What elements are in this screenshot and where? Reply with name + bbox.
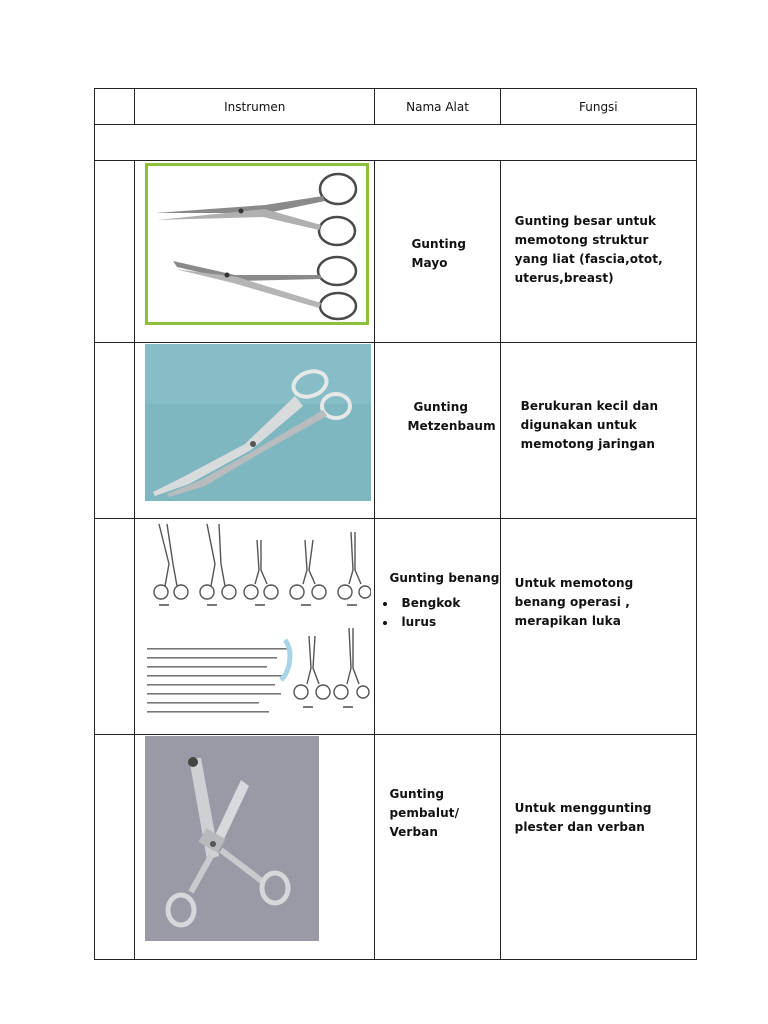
instrument-function-cell <box>500 519 696 735</box>
row-number-cell <box>95 161 135 343</box>
instrument-image-cell <box>135 735 375 960</box>
instrument-image-cell <box>135 343 375 519</box>
instrument-options-list <box>375 594 499 632</box>
table-row <box>95 735 697 960</box>
instrument-name-line1: Gunting <box>413 400 469 414</box>
instrument-name-cell <box>375 519 500 735</box>
instrument-function-cell <box>500 343 696 519</box>
instrument-function-cell <box>500 161 696 343</box>
header-row <box>95 89 697 125</box>
instrument-function: Untuk memotong benang operasi , merapikan luka <box>514 576 634 628</box>
spacer-cell <box>95 125 697 161</box>
instrument-image-cell <box>135 519 375 735</box>
row-number-cell <box>95 343 135 519</box>
instrument-name-line2: pembalut/ <box>389 806 460 820</box>
instrument-function-cell <box>500 735 696 960</box>
row-number-cell <box>95 735 135 960</box>
instrument-function: Untuk menggunting plester dan verban <box>514 801 652 834</box>
bandage-scissors-image <box>145 736 319 941</box>
table-row <box>95 519 697 735</box>
instrument-name: Gunting benang <box>389 571 500 585</box>
suture-scissors-catalog-image <box>145 520 371 720</box>
instrument-table <box>94 88 697 960</box>
table-row <box>95 343 697 519</box>
instrument-function: Gunting besar untuk memotong struktur yang liat (fascia,otot, uterus,breast) <box>514 214 663 285</box>
row-number-cell <box>95 519 135 735</box>
instrument-name <box>375 343 499 436</box>
spacer-row <box>95 125 697 161</box>
instrument-image-cell <box>135 161 375 343</box>
instrument-name-cell <box>375 343 500 519</box>
instrument-function: Berukuran kecil dan digunakan untuk memotong jaringan <box>520 399 659 451</box>
instrument-name-line2: Metzenbaum <box>407 419 496 433</box>
instrument-name-cell <box>375 161 500 343</box>
option-lurus: • lurus <box>397 613 499 632</box>
instrument-name <box>375 735 499 842</box>
mayo-scissors-image <box>145 163 369 325</box>
option-bengkok: • Bengkok <box>397 594 499 613</box>
header-nama-alat: Nama Alat <box>375 89 500 125</box>
header-instrumen: Instrumen <box>135 89 375 125</box>
header-blank <box>95 89 135 125</box>
instrument-name-line3: Verban <box>389 825 438 839</box>
metzenbaum-scissors-image <box>145 344 371 501</box>
instrument-name-cell <box>375 735 500 960</box>
header-fungsi: Fungsi <box>500 89 696 125</box>
instrument-name-line1: Gunting <box>389 787 445 801</box>
instrument-name: Gunting Mayo <box>411 237 467 270</box>
table-row <box>95 161 697 343</box>
